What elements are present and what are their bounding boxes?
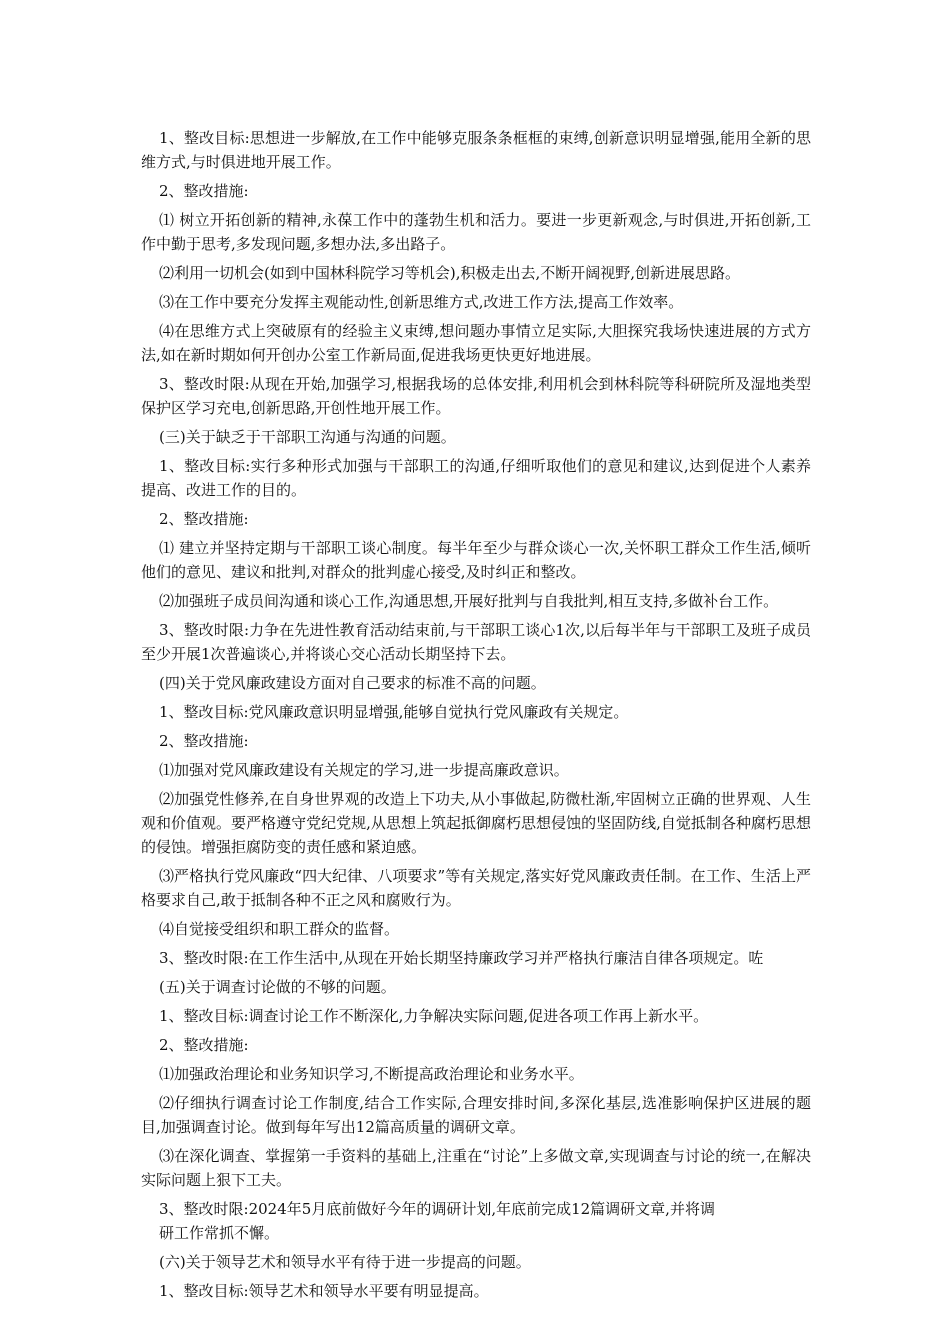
paragraph: 2、整改措施:: [159, 732, 249, 750]
paragraph: ⑵加强党性修养,在自身世界观的改造上下功夫,从小事做起,防微杜渐,牢固树立正确的世界观、人生观和价值观。要严格遵守党纪党规,从思想上筑起抵御腐朽思想侵蚀的坚固防线,自觉抵制各种腐朽思想的侵蚀。增强拒腐防变的责任感和紧迫感。: [141, 790, 811, 856]
paragraph: ⑵仔细执行调查讨论工作制度,结合工作实际,合理安排时间,多深化基层,选准影响保护区进展的题目,加强调查讨论。做到每年写出12篇高质量的调研文章。: [141, 1094, 811, 1136]
section-heading: (三)关于缺乏于干部职工沟通与沟通的问题。: [159, 428, 456, 446]
paragraph: ⑴ 建立并坚持定期与干部职工谈心制度。每半年至少与群众谈心一次,关怀职工群众工作生活,倾听他们的意见、建议和批判,对群众的批判虚心接受,及时纠正和整改。: [141, 539, 811, 581]
section-heading: (六)关于领导艺术和领导水平有待于进一步提高的问题。: [159, 1253, 531, 1271]
paragraph: 1、整改目标:领导艺术和领导水平要有明显提高。: [159, 1282, 489, 1300]
paragraph: ⑷在思维方式上突破原有的经验主义束缚,想问题办事情立足实际,大胆探究我场快速进展的方式方法,如在新时期如何开创办公室工作新局面,促进我场更快更好地进展。: [141, 322, 811, 364]
section-heading: (四)关于党风廉政建设方面对自己要求的标准不高的问题。: [159, 674, 546, 692]
paragraph: 2、整改措施:: [159, 182, 249, 200]
paragraph: 1、整改目标:党风廉政意识明显增强,能够自觉执行党风廉政有关规定。: [159, 703, 629, 721]
section-heading: (五)关于调查讨论做的不够的问题。: [159, 978, 396, 996]
paragraph: 3、整改时限:在工作生活中,从现在开始长期坚持廉政学习并严格执行廉洁自律各项规定。咗: [159, 949, 764, 967]
paragraph: 1、整改目标:思想进一步解放,在工作中能够克服条条框框的束缚,创新意识明显增强,能用全新的思维方式,与时俱进地开展工作。: [141, 129, 811, 171]
paragraph: ⑶严格执行党风廉政“四大纪律、八项要求”等有关规定,落实好党风廉政责任制。在工作、生活上严格要求自己,敢于抵制各种不正之风和腐败行为。: [141, 867, 811, 909]
paragraph-continuation: 研工作常抓不懈。: [159, 1224, 280, 1242]
paragraph: ⑵利用一切机会(如到中国林科院学习等机会),积极走出去,不断开阔视野,创新进展思路。: [159, 264, 741, 282]
paragraph: ⑴ 树立开拓创新的精神,永葆工作中的蓬勃生机和活力。要进一步更新观念,与时俱进,开拓创新,工作中勤于思考,多发现问题,多想办法,多出路子。: [141, 211, 811, 253]
paragraph: ⑶在工作中要充分发挥主观能动性,创新思维方式,改进工作方法,提高工作效率。: [159, 293, 684, 311]
paragraph: ⑵加强班子成员间沟通和谈心工作,沟通思想,开展好批判与自我批判,相互支持,多做补台工作。: [159, 592, 779, 610]
paragraph: ⑴加强对党风廉政建设有关规定的学习,进一步提高廉政意识。: [159, 761, 569, 779]
paragraph: 3、整改时限:力争在先进性教育活动结束前,与干部职工谈心1次,以后每半年与干部职工及班子成员至少开展1次普遍谈心,并将谈心交心活动长期坚持下去。: [141, 621, 811, 663]
paragraph: 2、整改措施:: [159, 1036, 249, 1054]
paragraph: 2、整改措施:: [159, 510, 249, 528]
paragraph: 3、整改时限:2024年5月底前做好今年的调研计划,年底前完成12篇调研文章,并将调: [159, 1200, 715, 1218]
paragraph: 1、整改目标:调查讨论工作不断深化,力争解决实际问题,促进各项工作再上新水平。: [159, 1007, 709, 1025]
paragraph: ⑷自觉接受组织和职工群众的监督。: [159, 920, 400, 938]
paragraph: ⑴加强政治理论和业务知识学习,不断提高政治理论和业务水平。: [159, 1065, 584, 1083]
paragraph: ⑶在深化调查、掌握第一手资料的基础上,注重在“讨论”上多做文章,实现调查与讨论的统一,在解决实际问题上狠下工夫。: [141, 1147, 811, 1189]
document-page: [141, 126, 811, 1308]
paragraph: 3、整改时限:从现在开始,加强学习,根据我场的总体安排,利用机会到林科院等科研院所及湿地类型保护区学习充电,创新思路,开创性地开展工作。: [141, 375, 811, 417]
paragraph: 1、整改目标:实行多种形式加强与干部职工的沟通,仔细听取他们的意见和建议,达到促进个人素养提高、改进工作的目的。: [141, 457, 811, 499]
